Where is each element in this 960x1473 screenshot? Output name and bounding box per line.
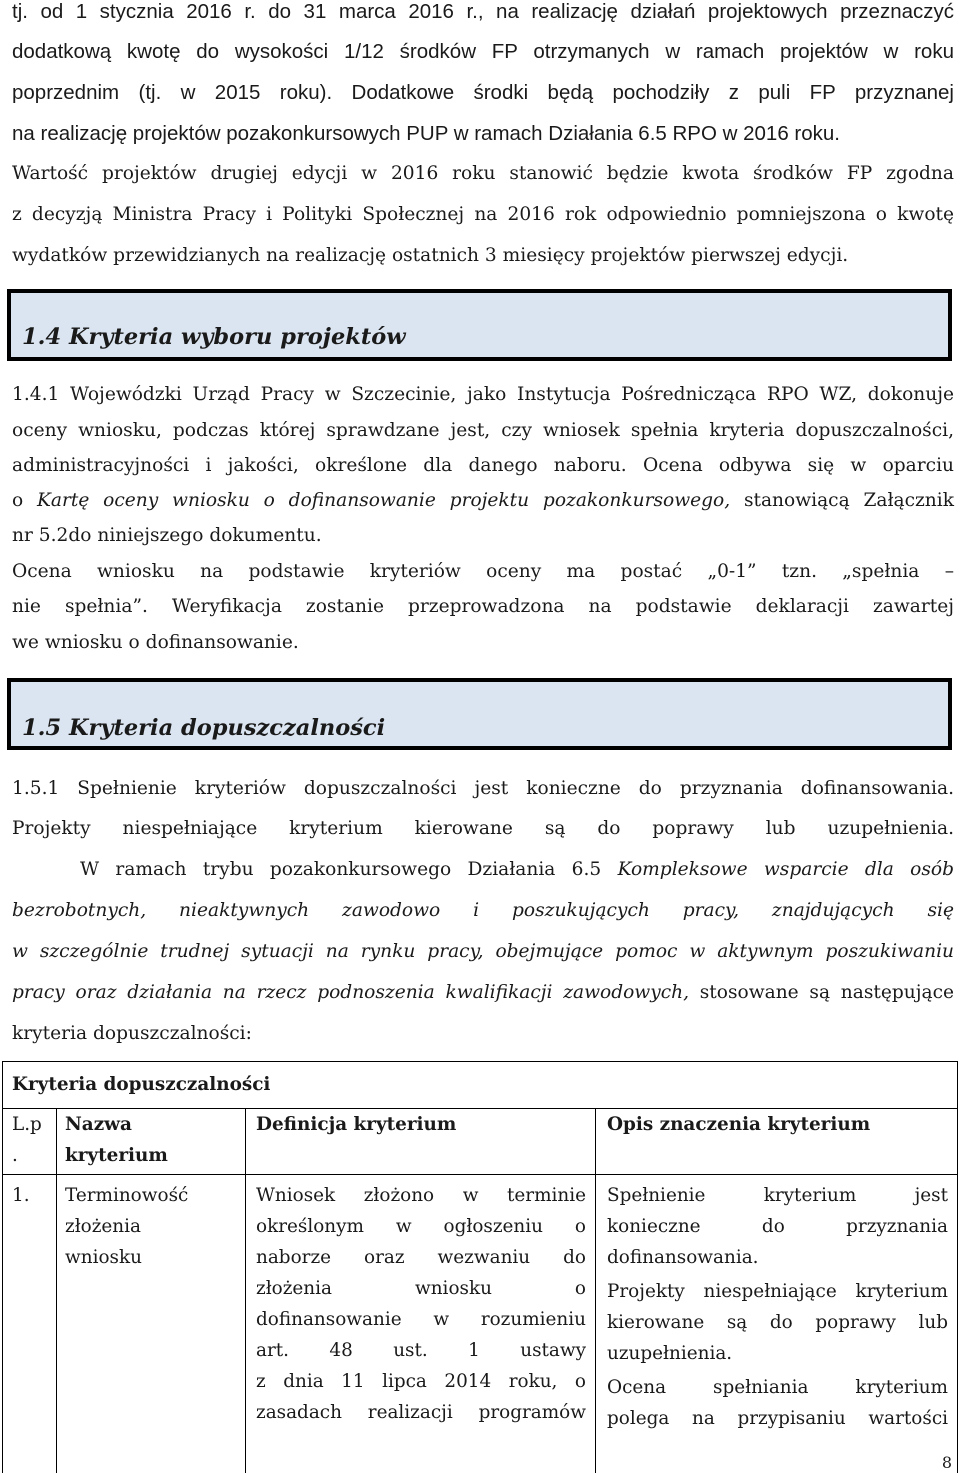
paragraph-line: Wartość projektów drugiej edycji w 2016 roku stanowić będzie kwota środków FP zgodna [12, 163, 954, 184]
intro-line: tj. od 1 stycznia 2016 r. do 31 marca 2016 r., na realizację działań projektowych przeznaczyć [12, 0, 954, 23]
header-definition: Definicja kryterium [256, 1114, 457, 1135]
criteria-table [0, 1061, 960, 1473]
table-border [2, 1061, 958, 1062]
paragraph-line: wydatków przewidzianych na realizację ostatnich 3 miesięcy projektów pierwszej edycji. [12, 245, 849, 266]
italic-text: Kompleksowe wsparcie dla osób [617, 859, 954, 880]
paragraph-line: 1.4.1 Wojewódzki Urząd Pracy w Szczecinie, jako Instytucja Pośrednicząca RPO WZ, dokonuje [12, 384, 954, 405]
text: stosowane są następujące [699, 982, 954, 1003]
cell-line: uzupełnienia. [607, 1343, 733, 1364]
row-name [65, 1180, 240, 1273]
table-border [957, 1061, 958, 1473]
section-heading-1-5: 1.5 Kryteria dopuszczalności [22, 715, 386, 741]
table-border [2, 1061, 3, 1473]
header-lp [12, 1109, 52, 1171]
row-description [607, 1180, 948, 1434]
document-title-reference: Kartę oceny wniosku o dofinansowanie projektu pozakonkursowego, [37, 490, 731, 511]
text: stanowiącą Załącznik [743, 490, 954, 511]
header-text: Nazwa [65, 1114, 132, 1135]
cell-line: z dnia 11 lipca 2014 roku, o [256, 1371, 586, 1392]
cell-line: naborze oraz wezwaniu do [256, 1247, 586, 1268]
italic-text: pracy oraz działania na rzecz podnoszenia kwalifikacji zawodowych, [12, 982, 690, 1003]
header-text: L.p [12, 1114, 42, 1135]
table-border [595, 1108, 596, 1473]
text: o [12, 490, 24, 511]
intro-line: dodatkową kwotę do wysokości 1/12 środków FP otrzymanych w ramach projektów w roku [12, 40, 954, 63]
paragraph-line [12, 900, 954, 921]
cell-line: art. 48 ust. 1 ustawy [256, 1340, 586, 1361]
row-lp: 1. [12, 1185, 30, 1206]
cell-line: Spełnienie kryterium jest [607, 1185, 948, 1206]
section-heading-1-4: 1.4 Kryteria wyboru projektów [22, 324, 406, 350]
paragraph-line [12, 941, 954, 962]
cell-line: konieczne do przyznania [607, 1216, 948, 1237]
paragraph-line: z decyzją Ministra Pracy i Polityki Społecznej na 2016 rok odpowiednio pomniejszona o kwotę [12, 204, 954, 225]
paragraph-line [12, 982, 954, 1003]
paragraph-line: 1.5.1 Spełnienie kryteriów dopuszczalności jest konieczne do przyznania dofinansowania. [12, 778, 954, 799]
cell-line: Wniosek złożono w terminie [256, 1185, 586, 1206]
italic-text: w szczególnie trudnej sytuacji na rynku pracy, obejmujące pomoc w aktywnym poszukiwaniu [12, 941, 954, 962]
paragraph-line: administracyjności i jakości, określone dla danego naboru. Ocena odbywa się w oparciu [12, 455, 954, 476]
paragraph-line: kryteria dopuszczalności: [12, 1023, 252, 1044]
cell-line: zasadach realizacji programów [256, 1402, 586, 1423]
paragraph-line: nie spełnia”. Weryfikacja zostanie przeprowadzona na podstawie deklaracji zawartej [12, 596, 954, 617]
paragraph-line [80, 859, 954, 880]
table-border [56, 1108, 57, 1473]
table-caption: Kryteria dopuszczalności [12, 1074, 271, 1095]
text: W ramach trybu pozakonkursowego Działania 6.5 [80, 859, 602, 880]
page-number: 8 [941, 1453, 952, 1472]
italic-text: bezrobotnych, nieaktywnych zawodowo i poszukujących pracy, znajdujących się [12, 900, 954, 921]
header-description: Opis znaczenia kryterium [607, 1114, 871, 1135]
cell-line: dofinansowanie w rozumieniu [256, 1309, 586, 1330]
header-text: kryterium [65, 1145, 168, 1166]
table-border [2, 1174, 958, 1175]
intro-line: poprzednim (tj. w 2015 roku). Dodatkowe środki będą pochodziły z puli FP przyznanej [12, 81, 954, 104]
cell-line: Projekty niespełniające kryterium [607, 1281, 948, 1302]
cell-line: kierowane są do poprawy lub [607, 1312, 948, 1333]
header-text: . [12, 1145, 18, 1166]
intro-line: na realizację projektów pozakonkursowych PUP w ramach Działania 6.5 RPO w 2016 roku. [12, 122, 840, 145]
cell-line: złożenia wniosku o [256, 1278, 586, 1299]
paragraph-line: we wniosku o dofinansowanie. [12, 632, 299, 653]
header-name [65, 1109, 240, 1171]
paragraph-line: Ocena wniosku na podstawie kryteriów oceny ma postać „0-1” tzn. „spełnia – [12, 561, 954, 582]
cell-line: wniosku [65, 1247, 142, 1268]
cell-line: Ocena spełniania kryterium [607, 1377, 948, 1398]
paragraph-line: Projekty niespełniające kryterium kierowane są do poprawy lub uzupełnienia. [12, 818, 954, 839]
cell-line: dofinansowania. [607, 1247, 759, 1268]
cell-line: Terminowość [65, 1185, 189, 1206]
cell-line: złożenia [65, 1216, 141, 1237]
paragraph-line: oceny wniosku, podczas której sprawdzane jest, czy wniosek spełnia kryteria dopuszczalności, [12, 420, 954, 441]
cell-line: określonym w ogłoszeniu o [256, 1216, 586, 1237]
cell-line: polega na przypisaniu wartości [607, 1408, 948, 1429]
row-definition [256, 1180, 586, 1428]
paragraph-line [12, 490, 954, 511]
paragraph-line: nr 5.2do niniejszego dokumentu. [12, 525, 322, 546]
table-border [245, 1108, 246, 1473]
